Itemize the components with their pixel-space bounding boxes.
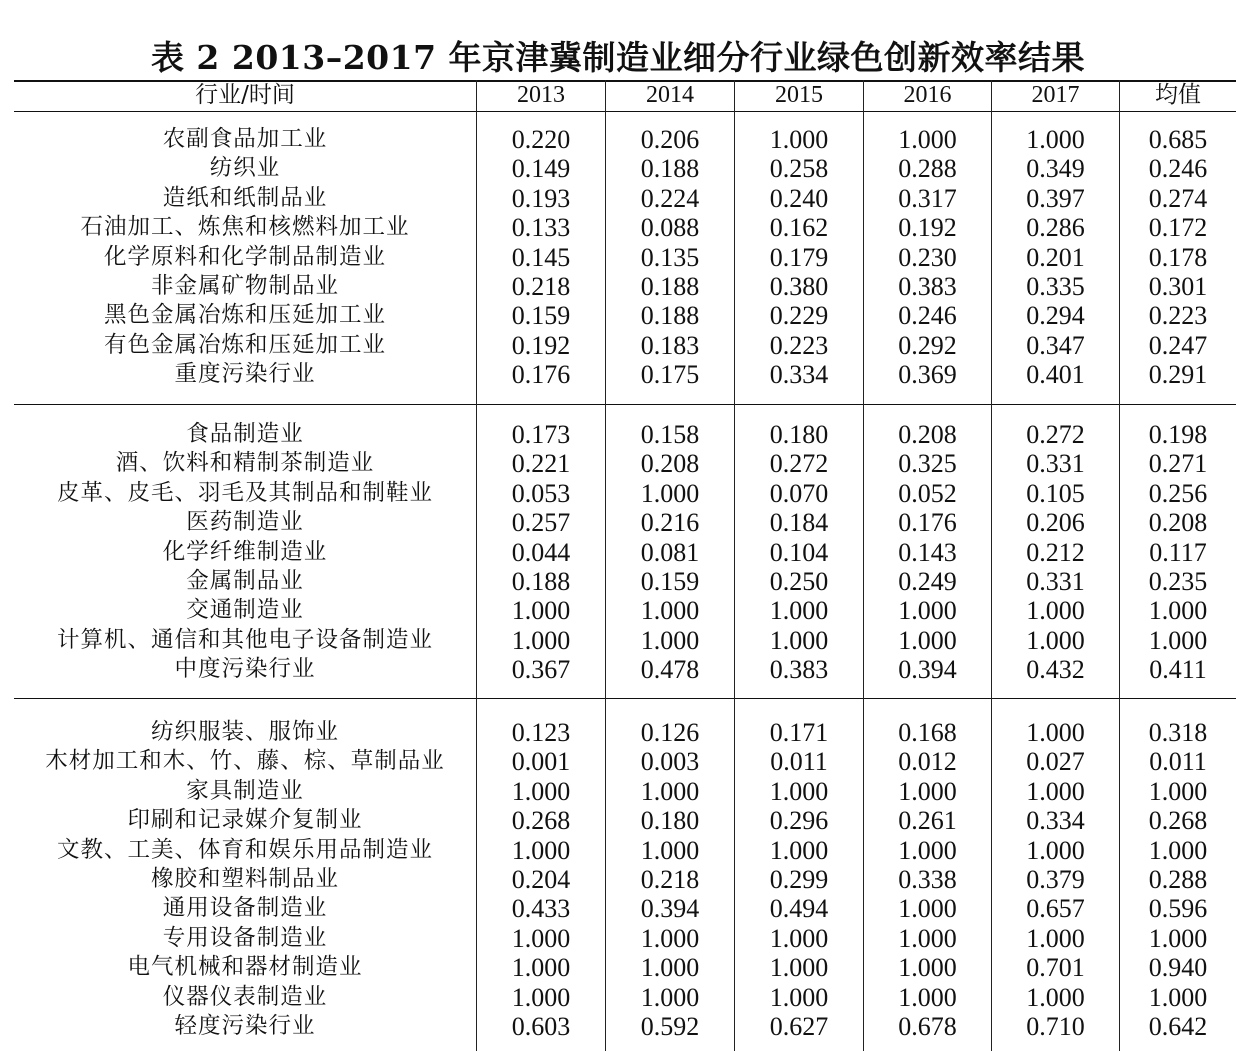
value-cell: 1.000 (511, 923, 571, 953)
value-cell: 0.257 (511, 508, 571, 538)
value-cell: 0.678 (898, 1012, 957, 1041)
table-row (0, 806, 1236, 835)
value-cell: 0.012 (898, 747, 957, 777)
value-cell: 0.256 (1148, 478, 1208, 508)
value-cell: 0.172 (1148, 213, 1208, 243)
industry-name: 中度污染行业 (174, 656, 316, 683)
value-cell: 1.000 (640, 625, 700, 655)
value-cell: 0.070 (769, 478, 829, 508)
value-cell: 1.000 (511, 596, 571, 626)
value-cell: 0.212 (1026, 537, 1085, 567)
industry-name: 仪器仪表制造业 (162, 983, 328, 1010)
value-cell: 0.379 (1026, 865, 1085, 894)
value-cell: 0.325 (898, 449, 957, 479)
value-cell: 0.294 (1026, 301, 1085, 331)
table-row (0, 538, 1236, 567)
value-cell: 0.272 (1026, 420, 1085, 449)
value-cell: 0.176 (898, 508, 957, 538)
value-cell: 0.135 (640, 242, 700, 272)
value-cell: 0.173 (511, 420, 571, 449)
header-column-2013: 2013 (517, 82, 565, 108)
value-cell: 0.180 (769, 420, 829, 449)
table-row (0, 301, 1236, 330)
value-cell: 1.000 (1026, 923, 1085, 953)
industry-name: 金属制品业 (186, 568, 304, 594)
industry-name: 重度污染行业 (174, 361, 316, 388)
value-cell: 0.133 (511, 213, 571, 243)
value-cell: 1.000 (769, 596, 829, 626)
table-row (0, 924, 1236, 953)
value-cell: 0.268 (511, 806, 571, 836)
value-cell: 1.000 (511, 625, 571, 655)
value-cell: 1.000 (769, 625, 829, 655)
value-cell: 0.159 (640, 567, 700, 596)
header-industry-label: 行业/时间 (195, 82, 295, 108)
value-cell: 0.052 (898, 478, 957, 508)
value-cell: 0.001 (511, 747, 571, 777)
value-cell: 0.592 (640, 1012, 700, 1041)
value-cell: 1.000 (1026, 596, 1085, 626)
value-cell: 1.000 (511, 953, 571, 983)
value-cell: 1.000 (769, 923, 829, 953)
value-cell: 0.494 (769, 894, 829, 924)
value-cell: 0.183 (640, 330, 700, 360)
value-cell: 0.188 (511, 567, 571, 596)
value-cell: 1.000 (769, 982, 829, 1012)
value-cell: 0.240 (769, 183, 829, 213)
header-column-2014: 2014 (646, 82, 694, 108)
industry-name: 皮革、皮毛、羽毛及其制品和制鞋业 (56, 479, 433, 506)
value-cell: 0.184 (769, 508, 829, 538)
value-cell: 0.288 (1148, 865, 1208, 894)
value-cell: 0.394 (640, 894, 700, 924)
table-row (0, 626, 1236, 655)
value-cell: 0.179 (769, 242, 829, 272)
value-cell: 0.383 (769, 655, 829, 685)
industry-name: 石油加工、炼焦和核燃料加工业 (80, 214, 410, 241)
industry-name: 家具制造业 (186, 777, 304, 804)
value-cell: 0.268 (1148, 806, 1208, 836)
value-cell: 0.401 (1026, 360, 1085, 390)
industry-name: 木材加工和木、竹、藤、棕、草制品业 (45, 748, 445, 775)
industry-name: 交通制造业 (186, 597, 304, 624)
value-cell: 0.044 (511, 537, 571, 567)
industry-name: 专用设备制造业 (162, 924, 328, 951)
header-column-2016: 2016 (903, 82, 952, 108)
value-cell: 0.642 (1148, 1012, 1208, 1041)
industry-name: 橡胶和塑料制品业 (150, 866, 339, 892)
value-cell: 0.940 (1148, 953, 1208, 983)
industry-name: 轻度污染行业 (174, 1013, 316, 1039)
value-cell: 1.000 (898, 894, 957, 924)
value-cell: 0.221 (511, 449, 571, 479)
table-row (0, 508, 1236, 537)
value-cell: 1.000 (640, 478, 700, 508)
table-row (0, 479, 1236, 508)
industry-name: 医药制造业 (186, 509, 304, 536)
table-row (0, 154, 1236, 183)
industry-name: 通用设备制造业 (162, 895, 328, 922)
value-cell: 0.223 (1148, 301, 1208, 331)
value-cell: 0.123 (511, 718, 571, 747)
table-title: 表 2 2013–2017 年京津冀制造业细分行业绿色创新效率结果 (150, 38, 1086, 77)
value-cell: 1.000 (640, 982, 700, 1012)
industry-name: 化学纤维制造业 (162, 538, 328, 565)
value-cell: 1.000 (898, 982, 957, 1012)
table-row (0, 420, 1236, 449)
table-row (0, 596, 1236, 625)
industry-name: 农副食品加工业 (162, 126, 328, 152)
table-row (0, 655, 1236, 684)
value-cell: 0.145 (511, 242, 571, 272)
value-cell: 0.383 (898, 272, 957, 301)
value-cell: 0.250 (769, 567, 829, 596)
value-cell: 0.710 (1026, 1012, 1085, 1041)
value-cell: 0.334 (1026, 806, 1085, 836)
value-cell: 1.000 (769, 953, 829, 983)
value-cell: 1.000 (898, 776, 957, 806)
value-cell: 0.011 (770, 747, 828, 777)
value-cell: 0.105 (1026, 478, 1085, 508)
value-cell: 0.338 (898, 865, 957, 894)
value-cell: 0.206 (1026, 508, 1085, 538)
value-cell: 0.272 (769, 449, 829, 479)
value-cell: 0.299 (769, 865, 829, 894)
value-cell: 0.701 (1026, 953, 1085, 983)
value-cell: 0.288 (898, 154, 957, 184)
value-cell: 0.188 (640, 301, 700, 331)
value-cell: 0.088 (640, 213, 700, 243)
value-cell: 1.000 (511, 982, 571, 1012)
value-cell: 0.081 (640, 537, 700, 567)
value-cell: 0.224 (640, 183, 700, 213)
value-cell: 0.162 (769, 213, 829, 243)
table-row (0, 718, 1236, 747)
value-cell: 0.291 (1148, 360, 1208, 390)
value-cell: 1.000 (1026, 835, 1085, 865)
value-cell: 0.216 (640, 508, 700, 538)
table-row (0, 894, 1236, 923)
value-cell: 0.331 (1026, 449, 1085, 479)
value-cell: 1.000 (898, 923, 957, 953)
value-cell: 0.394 (898, 655, 957, 685)
value-cell: 0.229 (769, 301, 829, 331)
value-cell: 0.143 (898, 537, 957, 567)
value-cell: 1.000 (898, 125, 957, 154)
value-cell: 1.000 (511, 835, 571, 865)
value-cell: 0.159 (511, 301, 571, 331)
value-cell: 1.000 (640, 953, 700, 983)
value-cell: 0.478 (640, 655, 700, 685)
value-cell: 0.126 (640, 718, 700, 747)
value-cell: 0.380 (769, 272, 829, 301)
value-cell: 1.000 (769, 776, 829, 806)
table-row (0, 125, 1236, 154)
value-cell: 0.168 (898, 718, 957, 747)
group-divider-2 (14, 698, 1236, 699)
value-cell: 0.198 (1148, 420, 1208, 449)
value-cell: 0.247 (1148, 330, 1208, 360)
value-cell: 0.249 (898, 567, 957, 596)
value-cell: 0.158 (640, 420, 700, 449)
value-cell: 1.000 (898, 625, 957, 655)
value-cell: 1.000 (1026, 982, 1085, 1012)
value-cell: 0.657 (1026, 894, 1085, 924)
table-row (0, 836, 1236, 865)
table-row (0, 272, 1236, 301)
value-cell: 1.000 (769, 125, 829, 154)
value-cell: 1.000 (1148, 625, 1208, 655)
value-cell: 0.274 (1148, 183, 1208, 213)
value-cell: 1.000 (1026, 625, 1085, 655)
table-row (0, 1012, 1236, 1041)
value-cell: 0.301 (1148, 272, 1208, 301)
value-cell: 0.218 (640, 865, 700, 894)
table-row (0, 567, 1236, 596)
industry-name: 食品制造业 (186, 421, 304, 447)
value-cell: 0.335 (1026, 272, 1085, 301)
table-row (0, 243, 1236, 272)
table-row (0, 184, 1236, 213)
value-cell: 0.367 (511, 655, 571, 685)
value-cell: 1.000 (640, 835, 700, 865)
value-cell: 0.603 (511, 1012, 571, 1041)
industry-name: 电气机械和器材制造业 (127, 954, 363, 981)
value-cell: 1.000 (769, 835, 829, 865)
value-cell: 0.230 (898, 242, 957, 272)
value-cell: 0.334 (769, 360, 829, 390)
header-column-2017: 2017 (1031, 82, 1080, 108)
value-cell: 0.175 (640, 360, 700, 390)
value-cell: 0.235 (1148, 567, 1208, 596)
value-cell: 0.176 (511, 360, 571, 390)
industry-name: 纺织业 (209, 155, 281, 182)
industry-name: 造纸和纸制品业 (162, 184, 328, 211)
value-cell: 0.206 (640, 125, 700, 154)
value-cell: 0.318 (1148, 718, 1208, 747)
value-cell: 0.193 (511, 183, 571, 213)
value-cell: 0.246 (1148, 154, 1208, 184)
value-cell: 0.201 (1026, 242, 1085, 272)
value-cell: 1.000 (1148, 923, 1208, 953)
table-row (0, 747, 1236, 776)
value-cell: 0.208 (898, 420, 957, 449)
value-cell: 1.000 (1148, 596, 1208, 626)
value-cell: 0.053 (511, 478, 571, 508)
value-cell: 0.432 (1026, 655, 1085, 685)
value-cell: 0.188 (640, 154, 700, 184)
industry-name: 化学原料和化学制品制造业 (103, 243, 386, 270)
value-cell: 0.027 (1026, 747, 1085, 777)
value-cell: 0.192 (511, 330, 571, 360)
value-cell: 0.223 (769, 330, 829, 360)
value-cell: 1.000 (640, 923, 700, 953)
value-cell: 1.000 (898, 953, 957, 983)
industry-name: 非金属矿物制品业 (150, 273, 339, 299)
table-row (0, 449, 1236, 478)
value-cell: 1.000 (1148, 835, 1208, 865)
value-cell: 0.149 (511, 154, 571, 184)
value-cell: 0.292 (898, 330, 957, 360)
value-cell: 0.220 (511, 125, 571, 154)
value-cell: 0.208 (1148, 508, 1208, 538)
value-cell: 0.685 (1148, 125, 1208, 154)
header-rule (14, 111, 1236, 112)
value-cell: 1.000 (1026, 776, 1085, 806)
value-cell: 1.000 (640, 596, 700, 626)
value-cell: 0.347 (1026, 330, 1085, 360)
value-cell: 1.000 (898, 835, 957, 865)
industry-name: 纺织服装、服饰业 (150, 719, 339, 745)
value-cell: 1.000 (511, 776, 571, 806)
value-cell: 1.000 (1026, 125, 1085, 154)
value-cell: 0.433 (511, 894, 571, 924)
value-cell: 0.246 (898, 301, 957, 331)
value-cell: 0.627 (769, 1012, 829, 1041)
value-cell: 0.596 (1148, 894, 1208, 924)
group-divider-1 (14, 404, 1236, 405)
value-cell: 1.000 (1026, 718, 1085, 747)
industry-name: 印刷和记录媒介复制业 (127, 807, 363, 834)
value-cell: 1.000 (640, 776, 700, 806)
value-cell: 0.397 (1026, 183, 1085, 213)
value-cell: 0.261 (898, 806, 957, 836)
value-cell: 0.317 (898, 183, 957, 213)
value-cell: 1.000 (1148, 982, 1208, 1012)
value-cell: 0.218 (511, 272, 571, 301)
value-cell: 0.411 (1149, 655, 1207, 685)
value-cell: 0.286 (1026, 213, 1085, 243)
header-column-2015: 2015 (775, 82, 823, 108)
value-cell: 0.204 (511, 865, 571, 894)
value-cell: 0.117 (1149, 537, 1207, 567)
industry-name: 文教、工美、体育和娱乐用品制造业 (56, 836, 433, 863)
table-row (0, 983, 1236, 1012)
table-row (0, 777, 1236, 806)
value-cell: 0.331 (1026, 567, 1085, 596)
value-cell: 0.349 (1026, 154, 1085, 184)
table-row (0, 953, 1236, 982)
table-row (0, 865, 1236, 894)
value-cell: 0.369 (898, 360, 957, 390)
value-cell: 0.171 (769, 718, 829, 747)
value-cell: 1.000 (1148, 776, 1208, 806)
value-cell: 0.271 (1148, 449, 1208, 479)
header-column-mean: 均值 (1155, 82, 1201, 108)
value-cell: 0.258 (769, 154, 829, 184)
value-cell: 0.208 (640, 449, 700, 479)
value-cell: 0.188 (640, 272, 700, 301)
value-cell: 0.296 (769, 806, 829, 836)
value-cell: 0.180 (640, 806, 700, 836)
industry-name: 黑色金属冶炼和压延加工业 (103, 302, 386, 329)
value-cell: 0.003 (640, 747, 700, 777)
table-row (0, 213, 1236, 242)
value-cell: 0.192 (898, 213, 957, 243)
industry-name: 有色金属冶炼和压延加工业 (103, 331, 386, 358)
industry-name: 计算机、通信和其他电子设备制造业 (56, 626, 433, 653)
industry-name: 酒、饮料和精制茶制造业 (115, 450, 375, 477)
table-row (0, 331, 1236, 360)
value-cell: 0.104 (769, 537, 829, 567)
value-cell: 0.178 (1148, 242, 1208, 272)
value-cell: 1.000 (898, 596, 957, 626)
table-row (0, 360, 1236, 389)
value-cell: 0.011 (1149, 747, 1207, 777)
